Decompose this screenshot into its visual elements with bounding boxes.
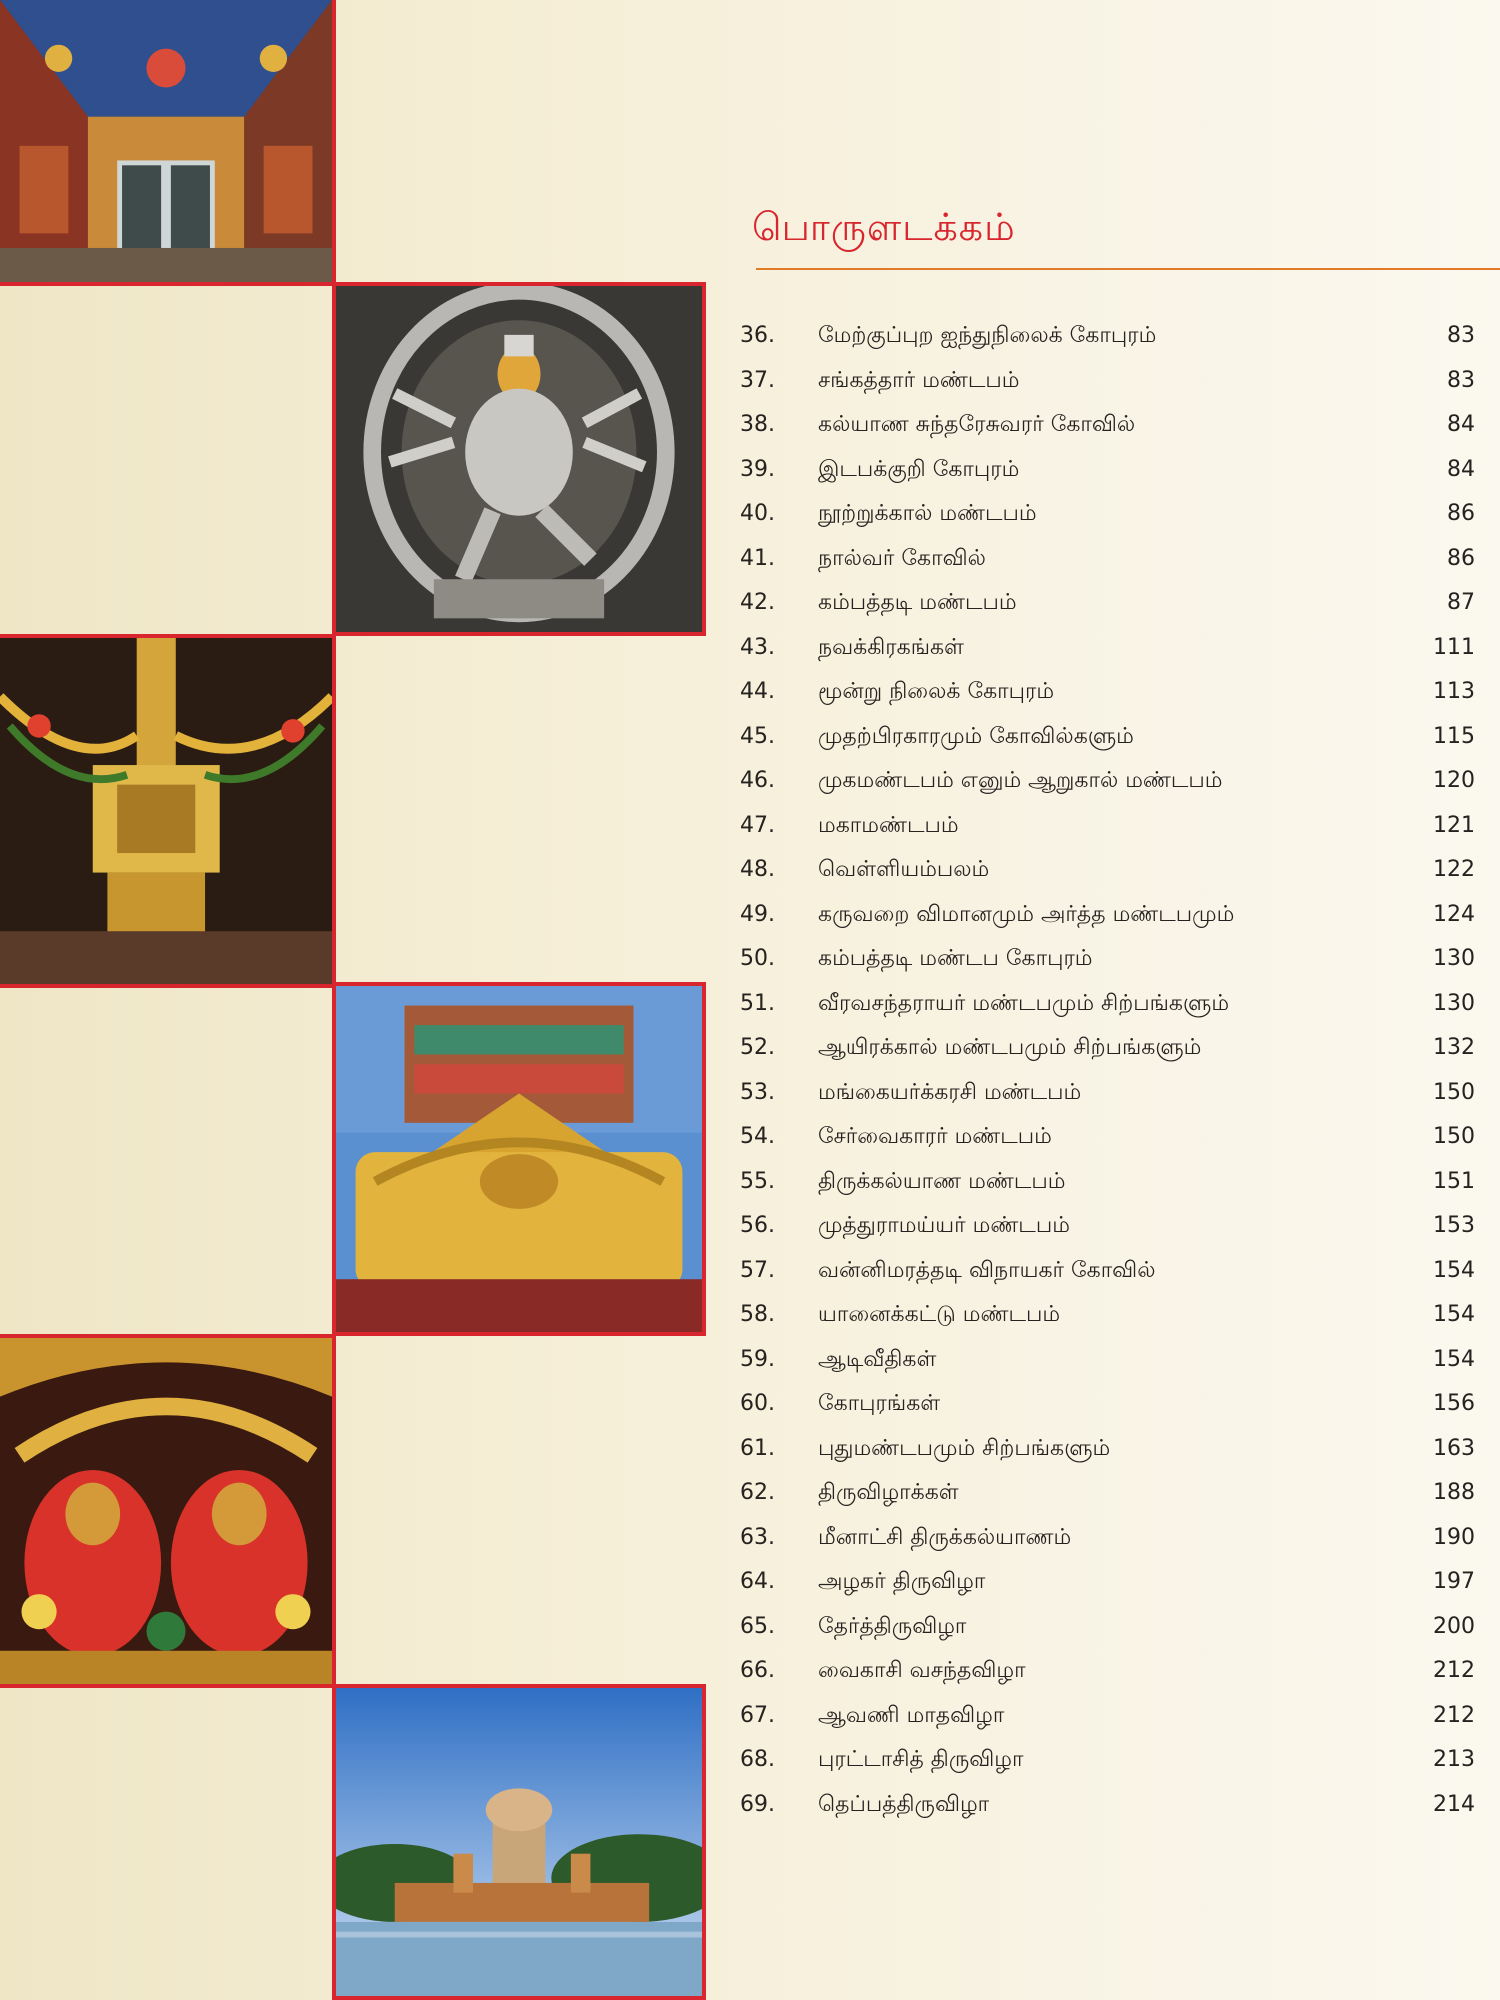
- entry-title: வைகாசி வசந்தவிழா: [818, 1658, 1026, 1683]
- entry-page-number: 154: [1433, 1346, 1475, 1372]
- entry-page-number: 150: [1433, 1079, 1475, 1105]
- entry-page-number: 212: [1433, 1658, 1475, 1683]
- toc-entry: [740, 1783, 1475, 1828]
- entry-number: 51.: [740, 990, 775, 1016]
- entry-number: 38.: [740, 412, 775, 437]
- entry-title: திருவிழாக்கள்: [818, 1480, 959, 1505]
- entry-page-number: 151: [1433, 1168, 1475, 1194]
- entry-page-number: 213: [1433, 1747, 1475, 1772]
- entry-page-number: 200: [1433, 1613, 1475, 1639]
- entry-title: முத்துராமய்யர் மண்டபம்: [818, 1213, 1070, 1238]
- toc-entry: [740, 537, 1475, 582]
- toc-entry: [740, 1204, 1475, 1249]
- entry-page-number: 130: [1433, 990, 1475, 1016]
- entry-page-number: 190: [1433, 1524, 1475, 1550]
- temple-tank-photo: [332, 1684, 706, 2000]
- entry-number: 64.: [740, 1569, 775, 1594]
- entry-number: 69.: [740, 1791, 775, 1817]
- entry-number: 43.: [740, 634, 775, 660]
- toc-entry: [740, 492, 1475, 537]
- entry-page-number: 84: [1447, 456, 1475, 482]
- entry-title: ஆயிரக்கால் மண்டபமும் சிற்பங்களும்: [818, 1035, 1202, 1060]
- toc-entry: [740, 1694, 1475, 1739]
- entry-title: கம்பத்தடி மண்டபம்: [818, 590, 1017, 615]
- golden-flagstaff-photo: [0, 634, 336, 988]
- entry-number: 61.: [740, 1435, 775, 1461]
- toc-entry: [740, 1427, 1475, 1472]
- toc-entry: [740, 1338, 1475, 1383]
- toc-entry: [740, 359, 1475, 404]
- entry-title: தேர்த்திருவிழா: [818, 1613, 967, 1639]
- toc-entry: [740, 715, 1475, 760]
- entry-number: 37.: [740, 367, 775, 393]
- toc-entry: [740, 1605, 1475, 1650]
- entry-page-number: 197: [1433, 1569, 1475, 1594]
- entry-title: கோபுரங்கள்: [818, 1391, 941, 1416]
- entry-title: நவக்கிரகங்கள்: [818, 634, 964, 660]
- entry-title: முகமண்டபம் எனும் ஆறுகால் மண்டபம்: [818, 768, 1223, 793]
- entry-number: 66.: [740, 1658, 775, 1683]
- entry-number: 45.: [740, 723, 775, 749]
- toc-entry: [740, 1516, 1475, 1561]
- entry-title: மகாமண்டபம்: [818, 812, 959, 838]
- entry-page-number: 111: [1433, 634, 1475, 660]
- entry-title: திருக்கல்யாண மண்டபம்: [818, 1168, 1066, 1194]
- entry-number: 55.: [740, 1168, 775, 1194]
- golden-vimana-photo: [332, 982, 706, 1336]
- entry-number: 49.: [740, 901, 775, 927]
- entry-number: 54.: [740, 1124, 775, 1149]
- toc-entry: [740, 804, 1475, 849]
- entry-number: 42.: [740, 590, 775, 615]
- entry-number: 58.: [740, 1302, 775, 1327]
- entry-title: சேர்வைகாரர் மண்டபம்: [818, 1124, 1052, 1149]
- toc-entry: [740, 1160, 1475, 1205]
- entry-page-number: 132: [1433, 1035, 1475, 1060]
- toc-entry: [740, 1649, 1475, 1694]
- toc-entry: [740, 314, 1475, 359]
- toc-entry: [740, 1293, 1475, 1338]
- entry-number: 48.: [740, 857, 775, 882]
- toc-entry: [740, 1115, 1475, 1160]
- entry-number: 52.: [740, 1035, 775, 1060]
- entry-page-number: 86: [1447, 545, 1475, 571]
- title-underline: [756, 268, 1500, 270]
- toc-entry: [740, 581, 1475, 626]
- entry-number: 50.: [740, 946, 775, 971]
- entry-number: 40.: [740, 501, 775, 526]
- toc-entry: [740, 848, 1475, 893]
- toc-entry: [740, 670, 1475, 715]
- table-of-contents: [740, 314, 1475, 1827]
- entry-number: 44.: [740, 679, 775, 704]
- toc-entry: [740, 1738, 1475, 1783]
- entry-number: 68.: [740, 1747, 775, 1772]
- entry-number: 65.: [740, 1613, 775, 1639]
- painted-ceiling-corridor-photo: [0, 0, 336, 286]
- toc-entry: [740, 1249, 1475, 1294]
- entry-title: யானைக்கட்டு மண்டபம்: [818, 1302, 1061, 1327]
- entry-page-number: 130: [1433, 946, 1475, 971]
- entry-number: 47.: [740, 812, 775, 838]
- page-title: பொருளடக்கம்: [752, 205, 1016, 249]
- entry-page-number: 121: [1433, 812, 1475, 838]
- entry-number: 46.: [740, 768, 775, 793]
- toc-entry: [740, 1382, 1475, 1427]
- toc-entry: [740, 1071, 1475, 1116]
- entry-page-number: 163: [1433, 1435, 1475, 1461]
- entry-number: 36.: [740, 323, 775, 348]
- entry-page-number: 86: [1447, 501, 1475, 526]
- entry-number: 57.: [740, 1257, 775, 1283]
- entry-title: சங்கத்தார் மண்டபம்: [818, 367, 1020, 393]
- entry-page-number: 153: [1433, 1213, 1475, 1238]
- entry-page-number: 113: [1433, 679, 1475, 704]
- toc-entry: [740, 626, 1475, 671]
- decorated-deities-photo: [0, 1334, 336, 1688]
- entry-title: நூற்றுக்கால் மண்டபம்: [818, 501, 1037, 526]
- toc-entry: [740, 403, 1475, 448]
- entry-number: 53.: [740, 1079, 775, 1105]
- entry-number: 62.: [740, 1480, 775, 1505]
- entry-page-number: 188: [1433, 1480, 1475, 1505]
- entry-page-number: 122: [1433, 857, 1475, 882]
- entry-title: முதற்பிரகாரமும் கோவில்களும்: [818, 723, 1134, 749]
- silver-nataraja-sculpture-photo: [332, 282, 706, 636]
- entry-title: ஆடிவீதிகள்: [818, 1346, 937, 1372]
- toc-entry: [740, 1471, 1475, 1516]
- entry-page-number: 156: [1433, 1391, 1475, 1416]
- entry-title: வன்னிமரத்தடி விநாயகர் கோவில்: [818, 1257, 1156, 1283]
- entry-page-number: 150: [1433, 1124, 1475, 1149]
- entry-number: 39.: [740, 456, 775, 482]
- entry-number: 41.: [740, 545, 775, 571]
- entry-title: புரட்டாசித் திருவிழா: [818, 1747, 1024, 1772]
- entry-number: 56.: [740, 1213, 775, 1238]
- entry-title: அழகர் திருவிழா: [818, 1569, 986, 1594]
- entry-title: வீரவசந்தராயர் மண்டபமும் சிற்பங்களும்: [818, 990, 1230, 1016]
- entry-number: 60.: [740, 1391, 775, 1416]
- toc-entry: [740, 937, 1475, 982]
- entry-title: கம்பத்தடி மண்டப கோபுரம்: [818, 946, 1093, 971]
- entry-page-number: 84: [1447, 412, 1475, 437]
- entry-page-number: 120: [1433, 768, 1475, 793]
- entry-number: 67.: [740, 1702, 775, 1728]
- entry-page-number: 154: [1433, 1257, 1475, 1283]
- entry-number: 63.: [740, 1524, 775, 1550]
- toc-entry: [740, 982, 1475, 1027]
- entry-title: மேற்குப்புற ஐந்துநிலைக் கோபுரம்: [818, 323, 1157, 348]
- entry-page-number: 83: [1447, 323, 1475, 348]
- entry-page-number: 214: [1433, 1791, 1475, 1817]
- entry-title: கருவறை விமானமும் அர்த்த மண்டபமும்: [818, 901, 1235, 927]
- entry-page-number: 87: [1447, 590, 1475, 615]
- entry-page-number: 115: [1433, 723, 1475, 749]
- entry-number: 59.: [740, 1346, 775, 1372]
- entry-title: ஆவணி மாதவிழா: [818, 1702, 1005, 1728]
- entry-page-number: 83: [1447, 367, 1475, 393]
- toc-entry: [740, 448, 1475, 493]
- entry-title: மங்கையர்க்கரசி மண்டபம்: [818, 1079, 1082, 1105]
- toc-entry: [740, 759, 1475, 804]
- entry-title: இடபக்குறி கோபுரம்: [818, 456, 1020, 482]
- toc-entry: [740, 1026, 1475, 1071]
- toc-entry: [740, 1560, 1475, 1605]
- entry-title: வெள்ளியம்பலம்: [818, 857, 990, 882]
- entry-title: கல்யாண சுந்தரேசுவரர் கோவில்: [818, 412, 1136, 437]
- entry-title: மீனாட்சி திருக்கல்யாணம்: [818, 1524, 1072, 1550]
- entry-title: நால்வர் கோவில்: [818, 545, 986, 571]
- entry-page-number: 212: [1433, 1702, 1475, 1728]
- entry-page-number: 154: [1433, 1302, 1475, 1327]
- entry-title: தெப்பத்திருவிழா: [818, 1791, 990, 1817]
- toc-entry: [740, 893, 1475, 938]
- entry-page-number: 124: [1433, 901, 1475, 927]
- entry-title: மூன்று நிலைக் கோபுரம்: [818, 679, 1055, 704]
- entry-title: புதுமண்டபமும் சிற்பங்களும்: [818, 1435, 1111, 1461]
